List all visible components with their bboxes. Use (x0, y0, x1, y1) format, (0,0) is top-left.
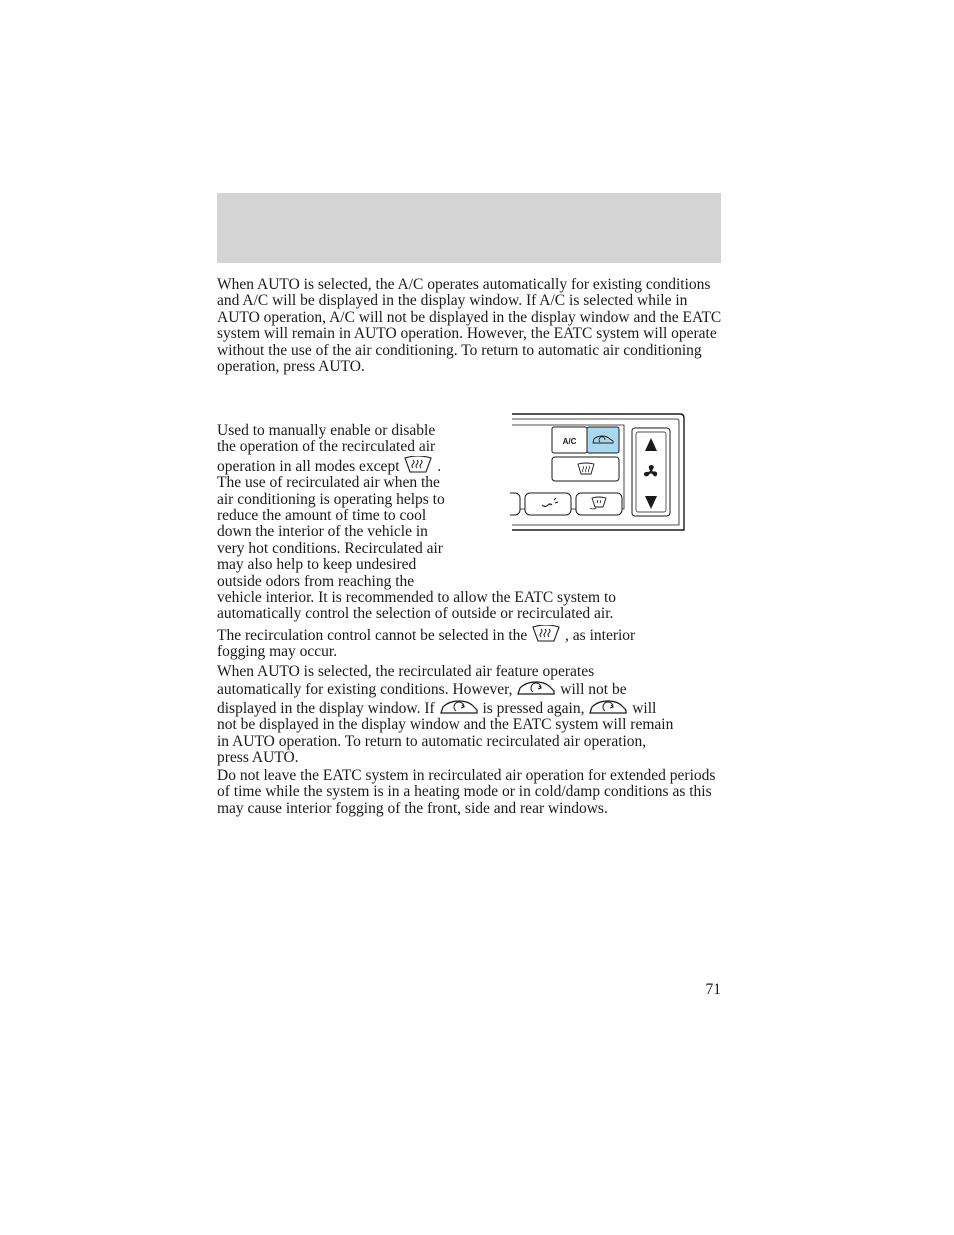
defrost-icon (531, 625, 561, 643)
climate-panel-illustration (510, 412, 686, 533)
text-line: The use of recirculated air when the (217, 474, 440, 492)
ac-button-illustration (552, 427, 587, 453)
text-line: reduce the amount of time to cool (217, 507, 427, 525)
text-fragment: automatically for existing conditions. However, (217, 681, 513, 699)
text-line: fogging may occur. (217, 643, 338, 661)
text-line: When AUTO is selected, the recirculated air feature operates (217, 663, 595, 680)
text-line: automatically control the selection of outside or recirculated air. (217, 605, 614, 623)
page-number: 71 (705, 981, 721, 998)
paragraph-warning-extended-use: Do not leave the EATC system in recirculated air operation for extended periods of time while the system is in a heating mode or in cold/damp conditions as this may cause interior fogging of the front, side and rear windows. (217, 767, 716, 817)
text-fragment: will not be (560, 681, 627, 699)
text-line: outside odors from reaching the (217, 572, 415, 590)
text-line (217, 699, 723, 717)
text-line (217, 680, 723, 698)
text-line: not be displayed in the display window and the EATC system will remain (217, 716, 674, 734)
paragraph-defrost-note (217, 625, 723, 661)
header-band (217, 193, 721, 263)
text-line: Used to manually enable or disable (217, 422, 436, 439)
paragraph-auto-recirculation (217, 664, 723, 766)
floor-defrost-button-illustration (576, 493, 622, 515)
text-line (217, 625, 723, 644)
recirculation-car-icon (588, 699, 628, 716)
text-line: press AUTO. (217, 749, 299, 767)
text-line: may also help to keep undesired (217, 556, 417, 574)
floor-panel-button-illustration (525, 493, 571, 515)
text-line: down the interior of the vehicle in (217, 523, 428, 541)
recirculation-car-icon (439, 699, 479, 716)
text-fragment: will (632, 699, 657, 717)
text-line: the operation of the recirculated air (217, 438, 436, 456)
fan-control-illustration (632, 428, 670, 516)
text-line: very hot conditions. Recirculated air (217, 539, 443, 557)
text-fragment: . (437, 457, 442, 475)
text-fragment: , as interior (565, 627, 636, 644)
recirculation-button-illustration (587, 427, 619, 453)
ac-label: A/C (562, 437, 577, 446)
text-line: vehicle interior. It is recommended to allow the EATC system to (217, 589, 617, 607)
paragraph-auto-ac: When AUTO is selected, the A/C operates automatically for existing conditions and A/C will be displayed in the display window. If A/C is selected while in AUTO operation, A/C will not be displayed in the display window and the EATC system will remain in AUTO operation. However, the EATC system will operate without the use of the air conditioning. To return to automatic air conditioning operation, press AUTO. (217, 276, 722, 376)
text-line: in AUTO operation. To return to automatic recirculated air operation, (217, 732, 647, 750)
defrost-icon (403, 456, 433, 474)
text-fragment: operation in all modes except (217, 457, 400, 475)
text-fragment: is pressed again, (482, 699, 585, 717)
text-line (217, 456, 473, 475)
text-fragment: displayed in the display window. If (217, 699, 435, 717)
text-fragment: The recirculation control cannot be selected in the (217, 627, 528, 644)
text-line: air conditioning is operating helps to (217, 490, 445, 508)
recirculation-car-icon (516, 680, 556, 697)
defrost-button-illustration (552, 457, 619, 481)
